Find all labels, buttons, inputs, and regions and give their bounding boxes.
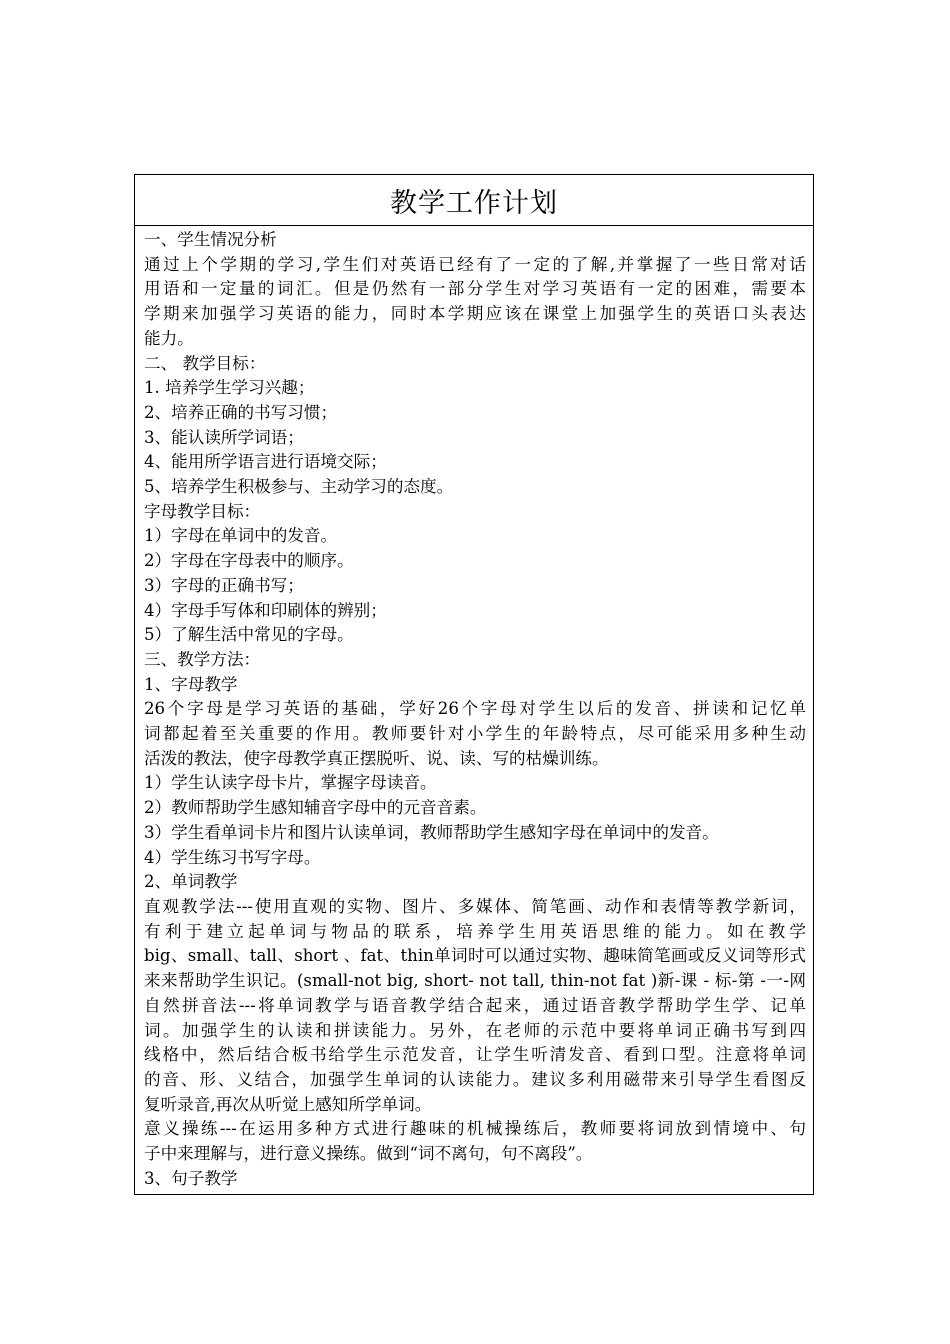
text-line: 来来帮助学生识记。(small-not big, short- not tall, thin-not fat )新-课 - 标-第 -一-网 — [144, 971, 806, 991]
text-line: 2、单词教学 — [144, 872, 238, 892]
text-line: 字母教学目标： — [144, 501, 261, 521]
text-line: 子中来理解与，进行意义操练。做到“词不离句，句不离段”。 — [144, 1144, 593, 1164]
text-line: 有利于建立起单词与物品的联系，培养学生用英语思维的能力。如在教学 — [144, 921, 806, 941]
text-line: 26个字母是学习英语的基础，学好26个字母对学生以后的发音、拼读和记忆单 — [144, 699, 806, 719]
text-line: 4）字母手写体和印刷体的辨别； — [144, 600, 387, 620]
text-line: 意义操练---在运用多种方式进行趣味的机械操练后，教师要将词放到情境中、句 — [144, 1119, 806, 1139]
text-line: 1、字母教学 — [144, 674, 238, 694]
text-line: 活泼的教法，使字母教学真正摆脱听、说、读、写的枯燥训练。 — [144, 748, 609, 768]
text-line: 4、能用所学语言进行语境交际； — [144, 452, 387, 472]
text-line: 直观教学法---使用直观的实物、图片、多媒体、简笔画、动作和表情等教学新词， — [144, 896, 806, 916]
text-line: big、small、tall、short 、fat、thin单词时可以通过实物、趣味简笔画或反义词等形式 — [144, 946, 806, 966]
text-line: 4）学生练习书写字母。 — [144, 847, 321, 867]
text-line: 二、 教学目标： — [144, 353, 266, 373]
plan-table — [134, 174, 814, 1195]
text-line: 3、句子教学 — [144, 1168, 238, 1188]
text-line: 学期来加强学习英语的能力，同时本学期应该在课堂上加强学生的英语口头表达 — [144, 304, 806, 324]
text-line: 2、培养正确的书写习惯； — [144, 402, 338, 422]
text-line: 能力。 — [144, 328, 194, 348]
text-line: 3、能认读所学词语； — [144, 427, 304, 447]
text-line: 2）字母在字母表中的顺序。 — [144, 551, 354, 571]
plan-body — [135, 226, 813, 1194]
text-line: 词都起着至关重要的作用。教师要针对小学生的年龄特点，尽可能采用多种生动 — [144, 724, 806, 744]
text-line: 通过上个学期的学习,学生们对英语已经有了一定的了解,并掌握了一些日常对话 — [144, 254, 806, 274]
text-line: 三、教学方法： — [144, 649, 261, 669]
text-line: 复听录音,再次从听觉上感知所学单词。 — [144, 1094, 432, 1114]
text-line: 3）学生看单词卡片和图片认读单词，教师帮助学生感知字母在单词中的发音。 — [144, 822, 719, 842]
text-line: 自然拼音法---将单词教学与语音教学结合起来，通过语音教学帮助学生学、记单 — [144, 995, 806, 1015]
text-line: 3）字母的正确书写； — [144, 575, 304, 595]
text-line: 5）了解生活中常见的字母。 — [144, 625, 354, 645]
text-line: 1）学生认读字母卡片，掌握字母读音。 — [144, 773, 437, 793]
text-line: 词。加强学生的认读和拼读能力。另外，在老师的示范中要将单词正确书写到四 — [144, 1020, 806, 1040]
text-line: 一、学生情况分析 — [144, 230, 277, 249]
text-line: 2）教师帮助学生感知辅音字母中的元音音素。 — [144, 798, 487, 818]
text-line: 5、培养学生积极参与、主动学习的态度。 — [144, 477, 454, 497]
text-line: 1）字母在单词中的发音。 — [144, 526, 338, 546]
text-line: 1. 培养学生学习兴趣； — [144, 378, 315, 398]
text-line: 的音、形、义结合，加强学生单词的认读能力。建议多利用磁带来引导学生看图反 — [144, 1069, 806, 1089]
text-line: 线格中，然后结合板书给学生示范发音，让学生听清发音、看到口型。注意将单词 — [144, 1045, 806, 1065]
document-title: 教学工作计划 — [135, 175, 813, 226]
text-line: 用语和一定量的词汇。但是仍然有一部分学生对学习英语有一定的困难，需要本 — [144, 279, 806, 299]
